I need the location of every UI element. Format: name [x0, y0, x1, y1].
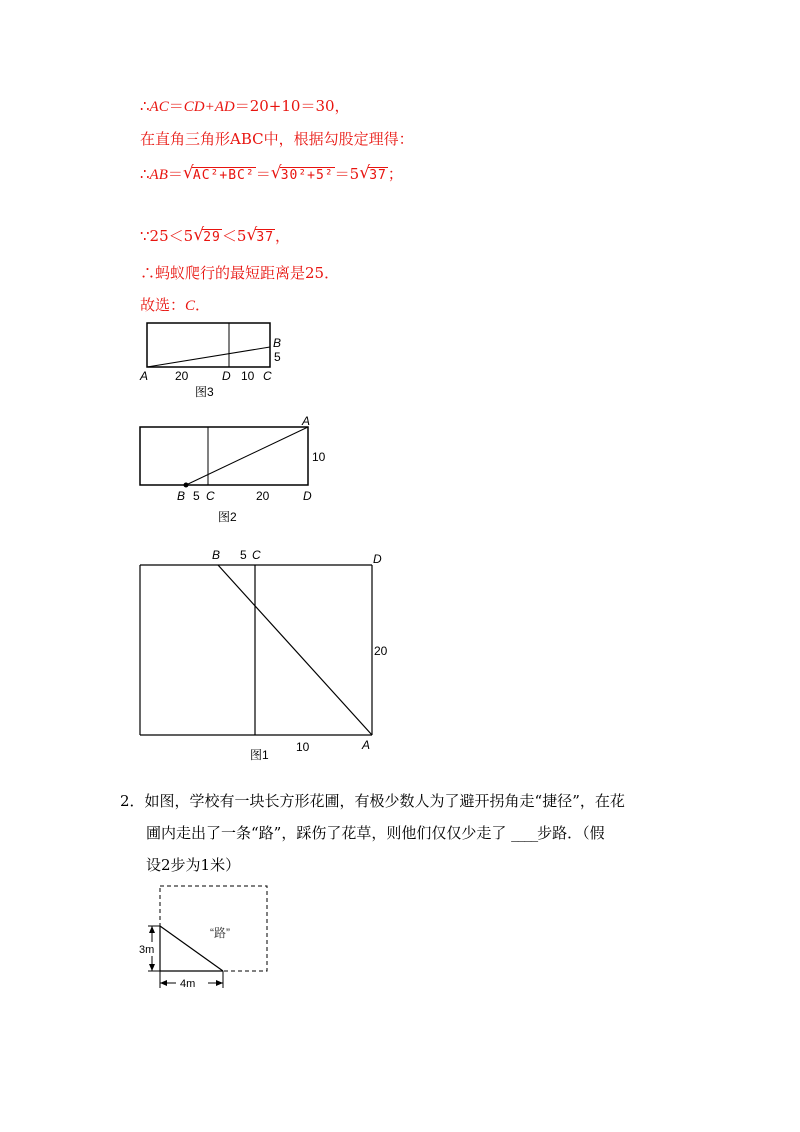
figure-1 — [130, 545, 400, 770]
label-d: D — [303, 489, 312, 503]
label-c: C — [263, 369, 272, 383]
label-seg1: 5 — [240, 548, 247, 562]
rect-outline — [147, 323, 270, 367]
label-d: D — [222, 369, 231, 383]
sqrt-29: √ 29 — [193, 225, 221, 245]
label-b: B — [177, 489, 186, 503]
label-height: 5 — [274, 350, 281, 364]
therefore-symbol: ∴ — [140, 97, 150, 115]
arrow-right-icon — [216, 980, 223, 986]
label-b: B — [212, 548, 221, 562]
inequality-part: ＜5 — [221, 227, 247, 245]
question-number: 2． — [120, 792, 145, 810]
answer-label: 故选： — [140, 296, 186, 314]
equals: ＝ — [167, 165, 183, 183]
path-line — [147, 347, 270, 367]
caption-fig3: 图3 — [195, 385, 214, 399]
solution-line-4 — [140, 225, 290, 246]
question-text: 圃内走出了一条“路”，踩伤了花草，则他们仅仅少走了 — [146, 824, 512, 842]
caption-fig1: 图1 — [250, 748, 269, 762]
math-rest: ＝20+10＝30， — [234, 97, 350, 115]
answer-blank[interactable]: ____ — [511, 824, 538, 842]
arrow-left-icon — [160, 980, 167, 986]
label-b: B — [273, 336, 282, 350]
figure-3 — [135, 318, 295, 403]
answer-choice: C — [185, 298, 196, 314]
label-4m: 4m — [180, 978, 196, 990]
label-seg2: 10 — [241, 369, 255, 383]
solution-line-5: ∴蚂蚁爬行的最短距离是25． — [140, 264, 340, 282]
punct: ； — [387, 165, 403, 183]
label-seg2: 20 — [256, 489, 270, 503]
label-seg2: 10 — [296, 740, 310, 754]
label-d: D — [373, 552, 382, 566]
rect-outline — [140, 427, 308, 485]
equals: ＝ — [255, 165, 271, 183]
math-var: AB — [149, 167, 168, 183]
question-2-line-2 — [146, 817, 605, 849]
label-seg1: 20 — [175, 369, 189, 383]
sqrt-expr-1: √ AC²+BC² — [182, 163, 255, 183]
label-a: A — [302, 415, 311, 428]
punct: ， — [275, 227, 291, 245]
equals-coef: ＝5 — [334, 165, 360, 183]
sqrt-body: AC²+BC² — [192, 168, 255, 183]
label-height: 10 — [312, 450, 326, 464]
label-height: 20 — [374, 644, 388, 658]
label-a: A — [140, 369, 149, 383]
label-a: A — [362, 738, 371, 752]
label-c: C — [206, 489, 215, 503]
sqrt-body: 37 — [369, 168, 387, 183]
caption-fig2: 图2 — [218, 510, 237, 524]
therefore-symbol: ∴ — [140, 165, 150, 183]
sqrt-expr-2: √ 30²+5² — [270, 163, 334, 183]
figure-2 — [130, 415, 330, 525]
question-text: 如图，学校有一块长方形花圃，有极少数人为了避开拐角走“捷径”，在花 — [144, 792, 625, 810]
sqrt-expr-3: √ 37 — [359, 163, 387, 183]
path-line — [218, 565, 372, 735]
solution-line-6 — [140, 294, 210, 315]
label-3m: 3m — [139, 944, 155, 956]
solution-line-2: 在直角三角形ABC中，根据勾股定理得： — [140, 130, 414, 148]
arrow-down-icon — [149, 964, 155, 971]
sqrt-37: √ 37 — [246, 225, 275, 245]
question-2-line-1 — [120, 785, 625, 817]
label-c: C — [252, 548, 261, 562]
punct: ． — [195, 296, 211, 314]
solution-line-1 — [140, 95, 350, 116]
sqrt-body: 30²+5² — [280, 168, 334, 183]
arrow-up-icon — [149, 926, 155, 933]
sqrt-body: 37 — [256, 230, 275, 245]
inequality-part: ∵25＜5 — [140, 227, 194, 245]
math-expr: CD+AD — [183, 99, 235, 115]
label-seg1: 5 — [193, 489, 200, 503]
garden-figure — [130, 880, 290, 995]
point-b — [184, 483, 189, 488]
math-var: AC — [149, 99, 169, 115]
path-line — [186, 427, 308, 485]
sqrt-body: 29 — [203, 230, 221, 245]
question-2-line-3: 设2步为1米） — [146, 856, 241, 874]
question-text: 步路．（假 — [537, 824, 605, 842]
equals: ＝ — [168, 97, 184, 115]
road-label: “路” — [210, 926, 230, 940]
solution-line-3 — [140, 163, 403, 184]
